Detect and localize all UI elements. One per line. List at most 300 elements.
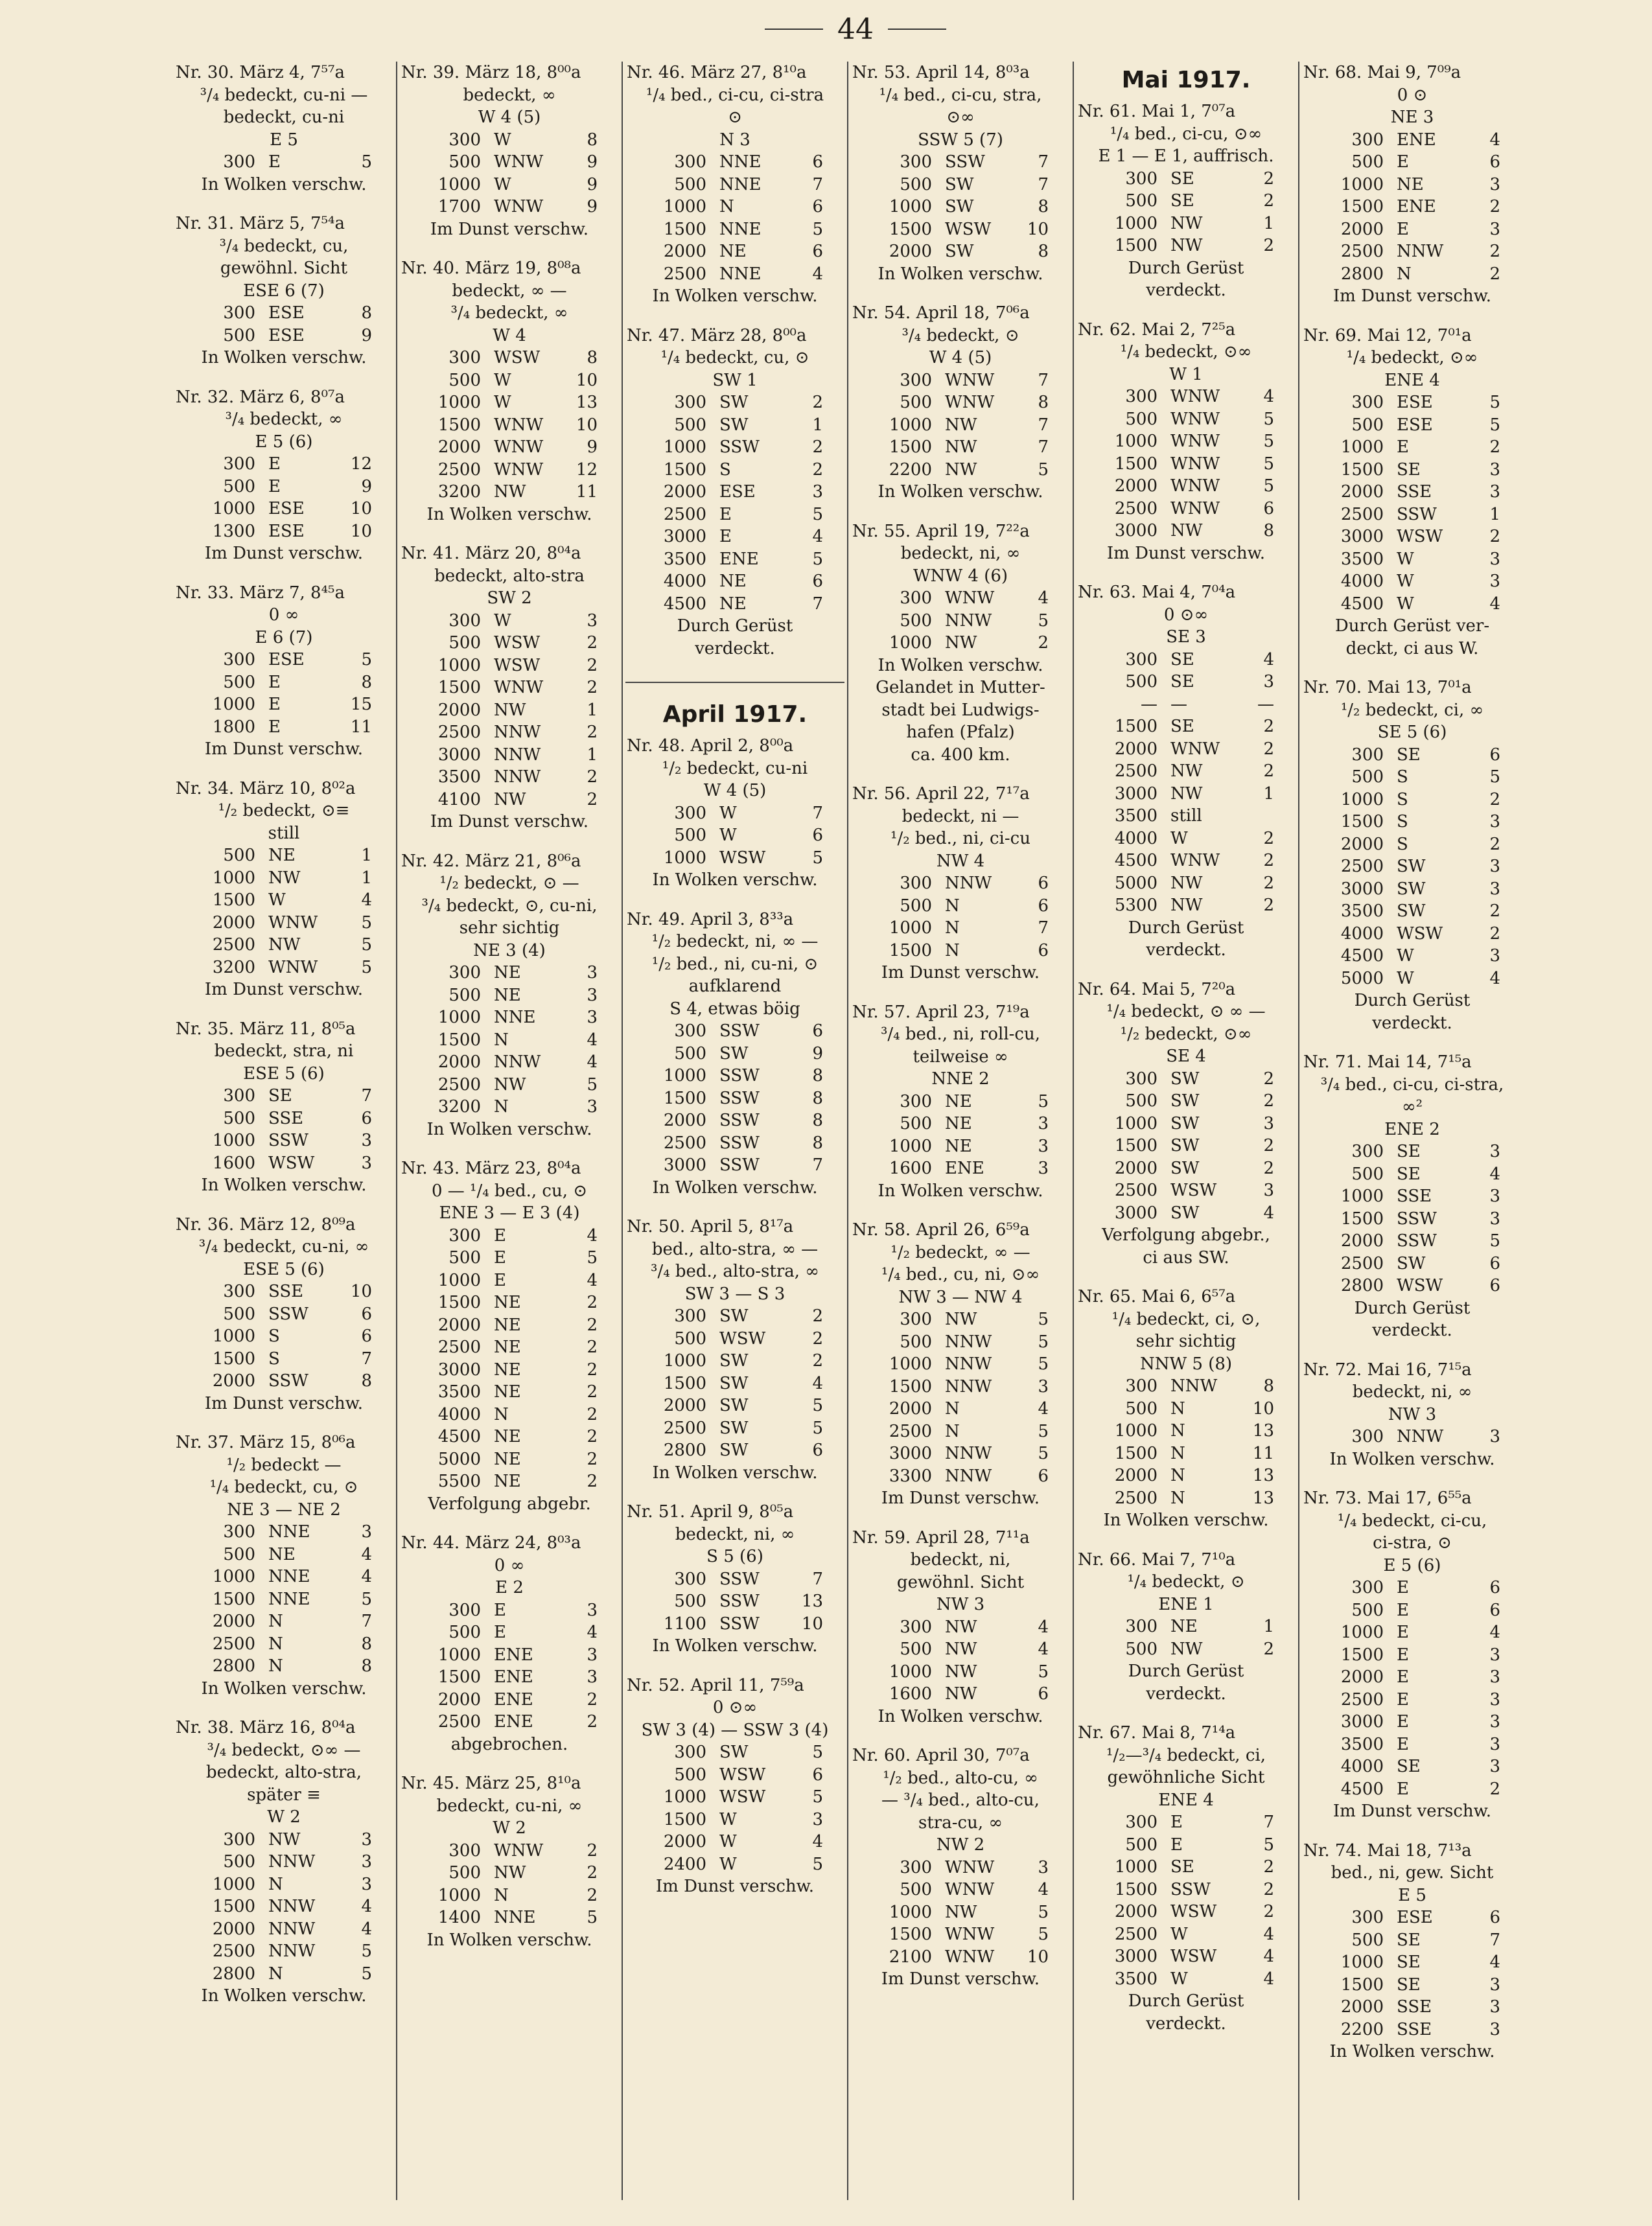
wind-row (625, 570, 844, 593)
wind-speed: 6 (812, 1441, 823, 1460)
weather-line: NE 3 — NE 2 (227, 1500, 341, 1520)
wind-row (174, 1152, 393, 1175)
wind-row (851, 632, 1070, 655)
altitude-value: 300 (1125, 168, 1158, 189)
altitude-value: 300 (1351, 1578, 1384, 1597)
altitude-value: 4000 (1340, 572, 1384, 591)
altitude-value: 3000 (1114, 1947, 1158, 1966)
wind-direction: WSW (719, 1328, 766, 1349)
altitude-value: 1000 (437, 1270, 481, 1290)
wind-direction: SSE (1397, 2019, 1432, 2039)
altitude-value: 2000 (889, 242, 932, 261)
wind-row (1076, 1179, 1296, 1202)
altitude-value: 1500 (663, 1373, 706, 1393)
altitude-value: 500 (1125, 1091, 1158, 1111)
wind-speed: 3 (1489, 1187, 1500, 1206)
altitude-value: 4500 (1340, 946, 1384, 966)
wind-row (400, 1006, 619, 1029)
wind-direction: SE (1170, 649, 1194, 669)
wind-speed: 5 (1038, 610, 1049, 631)
wind-row (851, 1901, 1070, 1924)
wind-row (851, 369, 1070, 392)
altitude-value: 2000 (1340, 834, 1384, 854)
wind-direction: SW (1170, 1136, 1200, 1155)
wind-row (400, 1051, 619, 1074)
wind-speed: 3 (587, 610, 598, 631)
wind-speed: 1 (361, 868, 372, 888)
wind-direction: SW (719, 1441, 749, 1460)
wind-speed: 5 (1489, 767, 1500, 787)
altitude-value: 1500 (1114, 1879, 1158, 1899)
wind-direction: NW (494, 789, 526, 809)
altitude-value: 500 (448, 152, 481, 172)
altitude-value: 2000 (1114, 1158, 1158, 1178)
wind-speed: 8 (812, 1111, 823, 1130)
wind-direction: NE (268, 1544, 296, 1564)
wind-row (1076, 520, 1296, 542)
wind-speed: 2 (1263, 168, 1274, 189)
wind-row (1302, 548, 1522, 571)
entry-note: In Wolken verschw. (1103, 1511, 1269, 1530)
altitude-value: 3500 (1340, 549, 1384, 569)
altitude-value: 1000 (212, 1874, 255, 1894)
entry-note: verdeckt. (695, 638, 775, 658)
altitude-value: 500 (900, 610, 932, 631)
wind-direction: ESE (1397, 415, 1433, 435)
wind-direction: E (268, 454, 281, 474)
weather-line: ENE 2 (1384, 1119, 1440, 1139)
wind-speed: 4 (1263, 1924, 1274, 1944)
wind-speed: 2 (812, 1306, 823, 1326)
wind-direction: WNW (945, 588, 995, 608)
altitude-value: 300 (223, 454, 255, 474)
altitude-value: 1500 (663, 219, 706, 239)
wind-direction: NNE (494, 1908, 536, 1927)
wind-direction: SW (719, 1373, 749, 1393)
altitude-value: 300 (674, 393, 706, 412)
wind-speed: 2 (1263, 717, 1274, 736)
altitude-value: 1000 (1114, 213, 1158, 233)
wind-row (1302, 1141, 1522, 1163)
wind-direction: W (719, 1809, 737, 1829)
altitude-value: 300 (1351, 130, 1384, 150)
wind-row (174, 325, 393, 347)
wind-row (174, 1370, 393, 1393)
wind-direction: SSW (719, 1111, 760, 1130)
wind-row (1302, 1230, 1522, 1253)
altitude-value: 2000 (1340, 1997, 1384, 2017)
wind-row (1302, 855, 1522, 878)
ascent-entry (1302, 1840, 1522, 2063)
wind-row (1302, 129, 1522, 152)
wind-row (174, 1303, 393, 1326)
altitude-value: 500 (900, 393, 932, 412)
wind-row (625, 1439, 844, 1462)
altitude-value: 300 (223, 1086, 255, 1106)
column-1 (172, 62, 397, 2200)
ascent-entry (625, 909, 844, 1200)
altitude-value: 2800 (212, 1964, 255, 1984)
altitude-value: 2000 (1114, 739, 1158, 759)
altitude-value: 1500 (437, 1030, 481, 1050)
wind-row (1302, 1711, 1522, 1733)
altitude-value: 1000 (437, 1008, 481, 1027)
wind-direction: SE (1170, 191, 1194, 211)
weather-line: ESE 6 (7) (243, 281, 325, 301)
entry-note: ca. 400 km. (911, 745, 1010, 765)
wind-speed: 4 (812, 1373, 823, 1393)
wind-direction: WNW (494, 415, 544, 435)
ascent-entry (1076, 1722, 1296, 2035)
altitude-value: 500 (223, 672, 255, 692)
wind-direction: SSW (945, 152, 985, 172)
wind-speed: 7 (361, 1349, 372, 1369)
altitude-value: 1000 (889, 415, 932, 435)
weather-line: SE 4 (1166, 1047, 1206, 1066)
altitude-value: 2000 (663, 482, 706, 502)
altitude-value: 500 (448, 985, 481, 1005)
wind-row (400, 1448, 619, 1471)
wind-speed: 5 (1263, 1835, 1274, 1855)
entry-note: verdeckt. (1372, 1013, 1452, 1033)
wind-speed: 2 (1263, 1857, 1274, 1877)
altitude-value: 2000 (212, 1612, 255, 1631)
wind-direction: E (268, 717, 281, 737)
altitude-value: 2000 (663, 242, 706, 261)
altitude-value: 3000 (1114, 521, 1158, 540)
altitude-value: 3200 (437, 1097, 481, 1117)
wind-speed: 8 (812, 1088, 823, 1108)
altitude-value: 300 (900, 370, 932, 390)
wind-row (625, 1350, 844, 1373)
wind-speed: 3 (361, 1522, 372, 1542)
wind-row (174, 1130, 393, 1152)
wind-direction: E (1170, 1835, 1183, 1855)
wind-row (174, 1107, 393, 1130)
altitude-value: 300 (448, 130, 481, 150)
wind-speed: 3 (1489, 1712, 1500, 1732)
wind-direction: WNW (494, 678, 544, 697)
wind-direction: NE (945, 1091, 972, 1111)
wind-direction: SW (1397, 857, 1426, 876)
wind-speed: 2 (587, 1338, 598, 1357)
wind-speed: 1 (1263, 213, 1274, 233)
wind-row (400, 744, 619, 767)
altitude-value: 500 (1125, 1639, 1158, 1659)
wind-row (1302, 1778, 1522, 1801)
weather-line: ¹/₄ bedeckt, ⊙∞ (1346, 348, 1478, 367)
wind-speed: 1 (1263, 1617, 1274, 1636)
weather-line: ¹/₄ bedeckt, cu, ⊙ (209, 1478, 358, 1497)
wind-row (625, 1065, 844, 1087)
altitude-value: 5000 (437, 1449, 481, 1469)
wind-speed: 5 (812, 549, 823, 569)
altitude-value: 4500 (1114, 851, 1158, 870)
altitude-value: 300 (223, 1522, 255, 1542)
wind-row (400, 414, 619, 437)
wind-speed: 4 (812, 264, 823, 284)
entry-note: Durch Gerüst (1354, 1298, 1471, 1318)
wind-speed: 6 (1038, 1684, 1049, 1704)
wind-row (625, 1305, 844, 1328)
weather-line: ¹/₄ bed., ci-cu, stra, (879, 85, 1042, 105)
ascent-entry (174, 778, 393, 1001)
weather-line: bedeckt, ∞ (463, 85, 556, 105)
wind-direction: NNE (719, 219, 762, 239)
entry-note: In Wolken verschw. (201, 1986, 367, 2006)
wind-row (400, 1644, 619, 1667)
altitude-value: 2400 (663, 1854, 706, 1874)
weather-line: bedeckt, cu-ni (223, 108, 345, 127)
wind-speed: 3 (361, 1852, 372, 1872)
wind-speed: 2 (587, 767, 598, 787)
section-divider (625, 682, 844, 683)
wind-speed: 3 (812, 1809, 823, 1829)
wind-row (625, 436, 844, 459)
wind-speed: 6 (812, 572, 823, 591)
wind-direction: ESE (268, 650, 305, 669)
weather-line: ³/₄ bed., ci-cu, ci-stra, (1320, 1074, 1504, 1095)
wind-direction: W (494, 130, 511, 150)
wind-direction: NW (945, 1684, 977, 1704)
header-rule-left (765, 29, 823, 30)
wind-direction: S (268, 1327, 280, 1346)
wind-row (851, 1857, 1070, 1879)
wind-direction: S (719, 459, 731, 480)
altitude-value: 1000 (437, 655, 481, 675)
wind-direction: NE (494, 1472, 521, 1491)
wind-row (851, 1331, 1070, 1354)
entry-note: In Wolken verschw. (1329, 1449, 1495, 1469)
altitude-value: 2500 (437, 1074, 481, 1095)
column-4 (848, 62, 1074, 2200)
ascent-entry (1302, 677, 1522, 1034)
altitude-value: 3000 (1114, 1203, 1158, 1223)
entry-heading: Nr. 39. März 18, 8⁰⁰a (401, 63, 581, 82)
wind-row (1302, 459, 1522, 481)
altitude-value: 1500 (212, 890, 255, 910)
wind-direction: NW (1170, 783, 1203, 804)
wind-direction: SE (1397, 1142, 1421, 1161)
altitude-value: 500 (448, 370, 481, 390)
altitude-value: 1000 (1340, 1953, 1384, 1972)
altitude-value: 1000 (212, 1567, 255, 1586)
weather-line: bedeckt, alto-stra (434, 566, 585, 586)
wind-row (174, 302, 393, 325)
wind-direction: E (1397, 1645, 1409, 1665)
wind-row (174, 1610, 393, 1633)
altitude-value: 500 (1125, 1835, 1158, 1855)
ascent-entry (851, 1527, 1070, 1728)
wind-row (1302, 1275, 1522, 1297)
wind-direction: ENE (719, 549, 759, 569)
wind-row (625, 414, 844, 437)
wind-speed: 6 (361, 1108, 372, 1128)
wind-direction: NW (1170, 213, 1203, 233)
wind-speed: 3 (1489, 174, 1500, 194)
altitude-value: 500 (1351, 1600, 1384, 1620)
column-6 (1299, 62, 1525, 2200)
weather-line: ¹/₂—³/₄ bedeckt, ci, (1106, 1745, 1266, 1765)
entry-heading: Nr. 59. April 28, 7¹¹a (852, 1527, 1030, 1548)
weather-line: WNW 4 (6) (913, 566, 1008, 586)
wind-row (1076, 1856, 1296, 1879)
wind-direction: NE (494, 1382, 521, 1402)
wind-direction: N (1170, 1466, 1185, 1485)
wind-speed: 7 (361, 1612, 372, 1631)
wind-direction: E (494, 1270, 506, 1290)
wind-speed: 5 (1038, 1091, 1049, 1111)
wind-direction: WNW (1170, 387, 1220, 406)
wind-row (400, 1292, 619, 1314)
altitude-value: 2000 (212, 1919, 255, 1939)
wind-direction: ESE (268, 521, 305, 541)
wind-direction: SE (1170, 1857, 1194, 1877)
wind-row (851, 1157, 1070, 1180)
weather-line: E 2 (495, 1578, 524, 1597)
weather-line: SE 3 (1166, 627, 1206, 647)
wind-row (174, 1896, 393, 1918)
wind-row (625, 1590, 844, 1613)
wind-speed: 7 (812, 803, 823, 823)
altitude-value: 4500 (437, 1427, 481, 1446)
wind-direction: W (1397, 572, 1414, 591)
altitude-value: 3500 (437, 767, 481, 787)
wind-row (400, 1711, 619, 1733)
wind-row (174, 1829, 393, 1851)
altitude-value: 1500 (437, 1293, 481, 1312)
wind-direction: E (1170, 1813, 1183, 1832)
ascent-entry (174, 1214, 393, 1415)
weather-line: ¹/₂ bedeckt, ⊙ — (439, 874, 579, 893)
altitude-value: 500 (448, 1248, 481, 1268)
entry-heading: Nr. 42. März 21, 8⁰⁶a (401, 851, 581, 871)
wind-row (625, 1043, 844, 1065)
altitude-value: 2000 (437, 437, 481, 457)
ascent-entry (400, 62, 619, 240)
altitude-value: 2000 (212, 912, 255, 933)
altitude-value: 2500 (437, 1712, 481, 1732)
wind-direction: N (1170, 1398, 1185, 1419)
altitude-value: 2000 (1340, 1667, 1384, 1687)
wind-row (1076, 760, 1296, 783)
wind-direction: NE (494, 963, 521, 982)
wind-direction: WNW (494, 152, 544, 172)
wind-speed: 9 (587, 152, 598, 172)
weather-line: ENE 4 (1384, 370, 1440, 390)
wind-direction: E (268, 152, 281, 172)
wind-row (400, 1907, 619, 1929)
wind-direction: W (494, 174, 511, 194)
wind-direction: WSW (494, 348, 541, 367)
wind-direction: SW (1170, 1158, 1200, 1178)
wind-direction: WSW (1397, 923, 1443, 944)
wind-direction: W (1397, 549, 1414, 569)
weather-line: E 5 (6) (255, 432, 313, 452)
wind-speed: 5 (1489, 415, 1500, 435)
entry-note: Gelandet in Mutter- (876, 678, 1045, 697)
entry-heading: Nr. 33. März 7, 8⁴⁵a (176, 583, 345, 603)
wind-speed: 4 (361, 1544, 372, 1564)
wind-speed: 1 (1489, 504, 1500, 524)
altitude-value: 1000 (212, 1131, 255, 1150)
wind-row (1076, 1443, 1296, 1465)
wind-speed: 2 (1489, 264, 1500, 284)
wind-row (174, 671, 393, 694)
wind-speed: 5 (812, 1743, 823, 1762)
wind-speed: 12 (350, 454, 372, 474)
wind-direction: NNW (268, 1852, 316, 1872)
entry-note: Im Dunst verschw. (430, 812, 589, 831)
altitude-value: 2500 (663, 504, 706, 524)
wind-direction: WNW (1170, 498, 1220, 518)
altitude-value: 300 (674, 1569, 706, 1589)
altitude-value: 500 (674, 1592, 706, 1611)
wind-direction: SW (1397, 901, 1426, 921)
wind-direction: ENE (494, 1712, 533, 1732)
weather-line: E 5 (6) (1383, 1555, 1441, 1575)
ascent-entry (625, 62, 844, 308)
wind-row (625, 459, 844, 481)
wind-direction: SSE (1397, 1187, 1432, 1206)
wind-direction: ESE (719, 482, 756, 502)
wind-row (400, 1381, 619, 1404)
wind-speed: 2 (1489, 197, 1500, 216)
entry-note: Im Dunst verschw. (881, 1489, 1040, 1508)
ascent-entry (851, 62, 1070, 285)
wind-speed: 1 (812, 415, 823, 435)
wind-speed: 3 (1489, 482, 1500, 502)
wind-direction: SSW (719, 1592, 760, 1611)
wind-direction: SSW (268, 1304, 308, 1324)
wind-row (174, 889, 393, 912)
wind-row (625, 1109, 844, 1132)
entry-heading: Nr. 51. April 9, 8⁰⁵a (627, 1502, 794, 1522)
ascent-entry (1076, 319, 1296, 565)
altitude-value: 1000 (212, 695, 255, 714)
wind-direction: NNE (719, 152, 762, 172)
wind-speed: 3 (1038, 1114, 1049, 1133)
altitude-value: 3300 (889, 1466, 932, 1486)
wind-speed: 2 (587, 678, 598, 697)
entry-heading: Nr. 31. März 5, 7⁵⁴a (176, 214, 345, 233)
entry-heading: Nr. 46. März 27, 8¹⁰a (627, 63, 807, 82)
wind-direction: NNE (268, 1589, 310, 1609)
weather-line: W 2 (267, 1807, 301, 1827)
altitude-value: 2500 (1114, 1488, 1158, 1508)
wind-direction: WSW (1397, 527, 1443, 546)
wind-direction: WSW (945, 219, 992, 239)
wind-direction: NW (1170, 761, 1203, 781)
wind-speed: 3 (587, 1600, 598, 1620)
wind-direction: SE (1170, 168, 1194, 189)
wind-direction: E (268, 476, 281, 496)
altitude-value: 300 (900, 588, 932, 608)
wind-speed: 3 (587, 1667, 598, 1687)
wind-direction: WNW (1170, 851, 1220, 870)
wind-speed: 6 (1489, 152, 1500, 172)
wind-direction: S (1397, 789, 1408, 809)
weather-line: ¹/₄ bedeckt, ⊙ ∞ — (1106, 1002, 1266, 1021)
altitude-value: 2000 (437, 1052, 481, 1072)
wind-direction: NNW (945, 1444, 992, 1463)
altitude-value: 1000 (1114, 1857, 1158, 1877)
wind-row (400, 1074, 619, 1096)
wind-speed: 2 (587, 1449, 598, 1469)
weather-line: ¹/₂ bedeckt, ⊙≡ (218, 801, 350, 820)
wind-row (625, 1831, 844, 1853)
weather-line: 0 ⊙∞ (1163, 605, 1209, 625)
